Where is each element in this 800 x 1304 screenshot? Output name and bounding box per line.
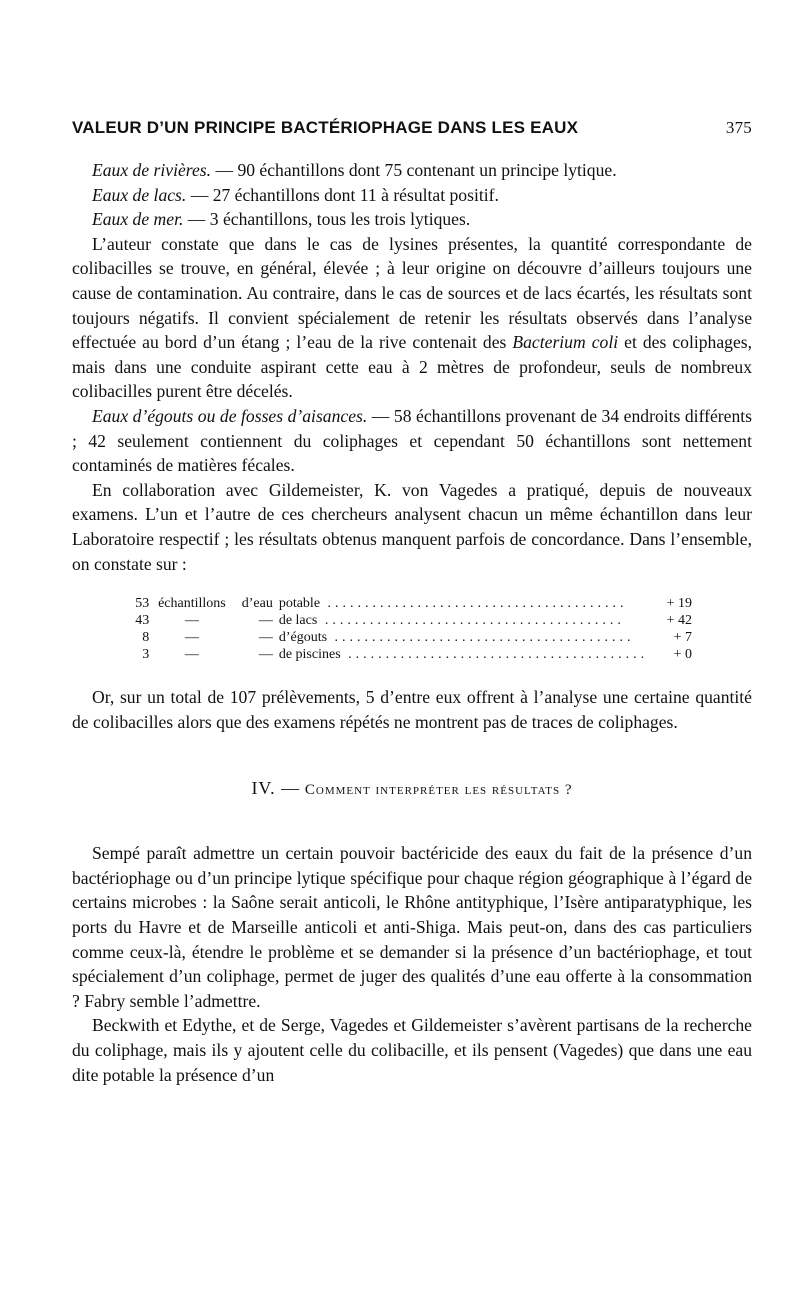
row-col2 <box>231 646 279 663</box>
row-col2-text: — <box>258 630 273 646</box>
dot-leader: ........................................ <box>317 613 625 629</box>
table-row <box>132 612 692 629</box>
lead-sewers: Eaux d’égouts ou de fosses d’aisances. <box>92 405 368 426</box>
row-count <box>132 646 153 663</box>
lead-lakes: Eaux de lacs. <box>92 184 187 205</box>
row-result-text: + 42 <box>666 613 692 629</box>
text-collaboration: En collaboration avec Gildemeister, K. von Vagedes a pratiqué, depuis de nouveaux examens. L’un et l’autre de ces chercheurs analysent chacun un même échantillon dans leur Laboratoire respectif ; les résultats obtenus manquent parfois de concordance. Dans l’ensemble, on constate sur : <box>72 479 752 574</box>
section-body <box>72 841 752 1087</box>
row-result-text: + 19 <box>666 596 692 612</box>
row-count <box>132 595 153 612</box>
row-result-text: + 7 <box>673 630 692 646</box>
running-title: VALEUR D’UN PRINCIPE BACTÉRIOPHAGE DANS LES EAUX <box>72 118 579 137</box>
row-col2 <box>231 595 279 612</box>
row-result-text: + 0 <box>673 647 692 663</box>
row-label <box>279 612 648 629</box>
page-number: 375 <box>725 118 752 137</box>
row-col1-text: — <box>184 630 199 646</box>
row-result <box>648 646 692 663</box>
row-result <box>648 612 692 629</box>
text-rivers: — 90 échantillons dont 75 contenant un principe lytique. <box>211 160 617 180</box>
text-sewers: — 58 échantillons provenant de 34 endroits différents ; 42 seulement contiennent du coliphages et cependant 50 échantillons sont nettement contaminés de matières fécales. <box>72 405 752 476</box>
text-beckwith: Beckwith et Edythe, et de Serge, Vagedes et Gildemeister s’avèrent partisans de la recherche du coliphage, mais ils y ajoutent celle du colibacille, et ils pensent (Vagedes) que dans une eau dite potable la présence d’un <box>72 1015 752 1085</box>
row-col1-text: échantillons <box>158 596 226 612</box>
row-count-text: 8 <box>142 630 150 646</box>
running-header <box>72 118 752 138</box>
lead-rivers: Eaux de rivières. <box>92 160 212 180</box>
paragraph-total <box>72 685 752 734</box>
table-row <box>132 595 692 612</box>
species-name: Bacterium coli <box>512 332 619 353</box>
row-count-text: 53 <box>135 596 150 612</box>
dot-leader: ........................................ <box>320 596 628 612</box>
paragraph-author-findings <box>72 232 752 404</box>
dot-leader: ........................................ <box>340 647 649 663</box>
row-result <box>648 595 692 612</box>
paragraph-sea <box>72 207 752 232</box>
row-label-text: de piscines <box>278 647 341 663</box>
row-count-text: 43 <box>135 613 150 629</box>
row-col1 <box>153 595 230 612</box>
row-count <box>132 629 153 646</box>
row-label-text: potable <box>278 596 321 612</box>
paragraph-rivers <box>72 158 752 183</box>
table-row <box>132 646 692 663</box>
paragraph-sempe <box>72 841 752 1013</box>
paragraph-lakes <box>72 183 752 208</box>
section-heading <box>72 778 752 799</box>
text-sea: — 3 échantillons, tous les trois lytiques. <box>183 209 471 230</box>
row-col1 <box>153 646 230 663</box>
row-col1-text: — <box>184 613 199 629</box>
row-label-text: d’égouts <box>278 630 328 646</box>
table-row <box>132 629 692 646</box>
row-result <box>648 629 692 646</box>
after-table-text <box>72 685 752 734</box>
text-total: Or, sur un total de 107 prélèvements, 5 d’entre eux offrent à l’analyse une certaine quantité de colibacilles alors que des examens répétés ne montrent pas de traces de coliphages. <box>72 687 752 732</box>
row-col2 <box>231 629 279 646</box>
row-col2-text: — <box>258 647 273 663</box>
page <box>72 118 752 1087</box>
article-body <box>72 158 752 576</box>
paragraph-beckwith <box>72 1013 752 1087</box>
text-lakes: — 27 échantillons dont 11 à résultat positif. <box>186 184 499 205</box>
text-findings-a: L’auteur constate que dans le cas de lysines présentes, la quantité correspondante de colibacilles se trouve, en général, élevée ; à leur origine on découvre d’ailleurs toujours une cause de contamination. Au contraire, dans le cas de sources et de lacs écartés, les résultats sont toujours négatifs. Il convient spécialement de retenir les résultats observés dans l’analyse effectuée au bord d’un étang ; l’eau de la rive contenait des <box>72 233 752 353</box>
text-sempe: Sempé paraît admettre un certain pouvoir bactéricide des eaux du fait de la présence d’un bactériophage ou d’un principe lytique spécifique pour chaque région géographique à l’égard de certains microbes : la Saône serait anticoli, le Rhône antityphique, l’Isère antiparatyphique, les ports du Havre et de Marseille anticoli et anti-Shiga. Mais peut-on, dans des cas particuliers comme ceux-là, étendre le problème et se demander si la présence d’un bactériophage, et tout spécialement d’un coliphage, permet de juger des qualités d’une eau offerte à la consommation ? Fabry semble l’admettre. <box>72 843 752 1011</box>
results-table <box>132 595 692 663</box>
text-findings-b: et des coliphages, mais dans une conduite aspirant cette eau à 2 mètres de profondeur, seuls de nombreux colibacilles purent être décelés. <box>72 332 752 402</box>
row-label <box>279 595 648 612</box>
row-col2-text: — <box>258 613 273 629</box>
row-col2 <box>231 612 279 629</box>
paragraph-collaboration <box>72 478 752 576</box>
row-label-text: de lacs <box>278 613 318 629</box>
row-col1 <box>153 629 230 646</box>
row-col1 <box>153 612 230 629</box>
section-number: IV. — <box>251 778 301 799</box>
section-title: Comment interpréter les résultats ? <box>304 782 573 799</box>
row-label <box>279 646 648 663</box>
row-label <box>279 629 648 646</box>
lead-sea: Eaux de mer. <box>92 209 184 230</box>
paragraph-sewers <box>72 404 752 478</box>
row-count <box>132 612 153 629</box>
dot-leader: ........................................ <box>327 630 635 646</box>
row-count-text: 3 <box>142 647 150 663</box>
row-col1-text: — <box>184 647 199 663</box>
row-col2-text: d’eau <box>241 596 273 612</box>
